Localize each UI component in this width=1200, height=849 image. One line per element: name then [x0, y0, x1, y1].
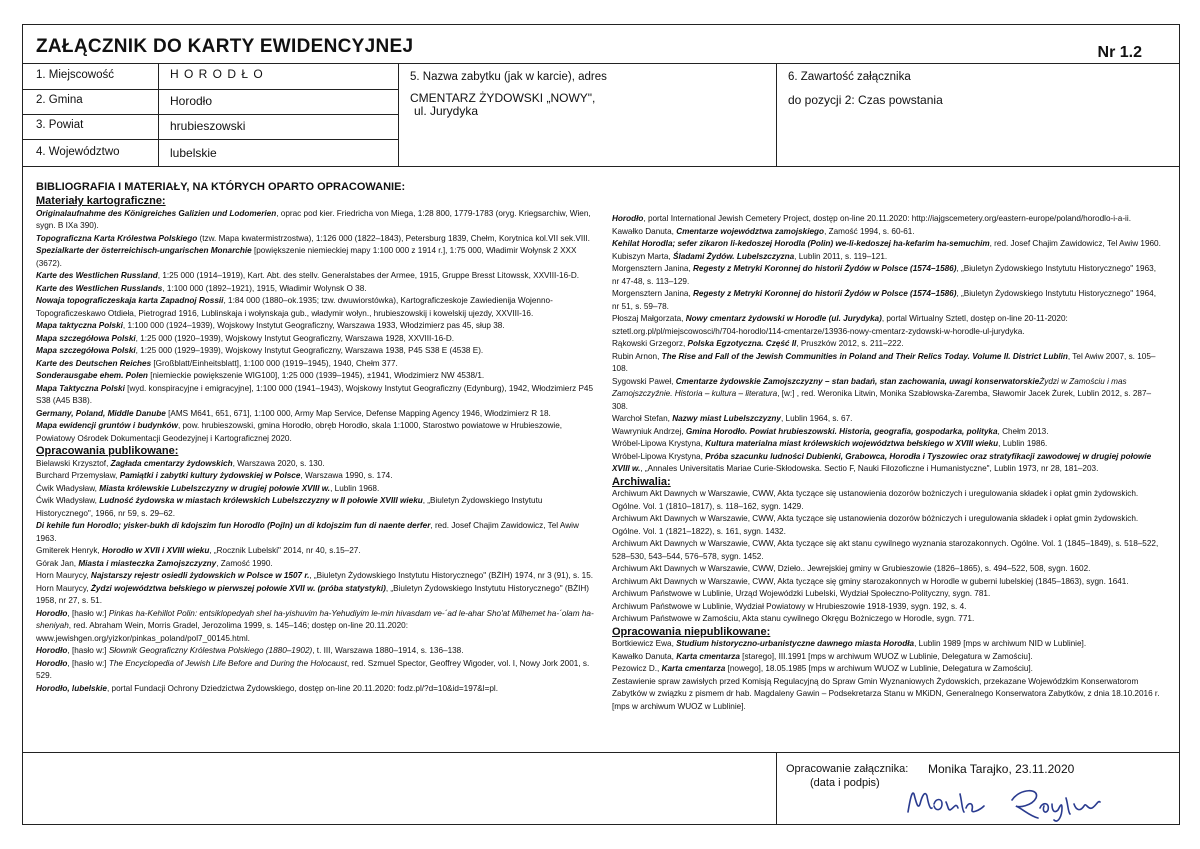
entry-title: Karta cmentarza — [661, 664, 726, 673]
entry-author: Bortkiewicz Ewa, — [612, 639, 677, 648]
entry-title: Karte des Deutschen Reiches — [36, 358, 152, 368]
entry-author: Horn Maurycy, — [36, 571, 91, 580]
entry-author: Górak Jan, — [36, 558, 79, 568]
entry-title: Germany, Poland, Middle Danube — [36, 408, 166, 418]
entry-title: Horodło — [36, 608, 68, 618]
bibliography-entry — [36, 458, 598, 471]
bibliography-entry — [36, 658, 598, 683]
entry-title: Karte des Westlichen Russlands — [36, 283, 163, 293]
section-heading: Materiały kartograficzne: — [36, 195, 166, 207]
entry-title: The Rise and Fall of the Jewish Communities in Poland and Their Relics Today. Volume II. District Lublin — [661, 351, 1068, 361]
entry-details: , „Biuletyn Żydowskiego Instytutu Historycznego" 1963, nr 47-48, s. 113–129. — [612, 264, 1156, 286]
entry-details: , [w:] — [777, 389, 797, 398]
bibliography-entry — [612, 488, 1164, 513]
entry-title: Żydzi w Zamościu i mas Zamojszczyźnie. Historia – kultura – literatura — [612, 376, 1127, 398]
entry-details: , Lublin 2011, s. 119–121. — [794, 251, 888, 261]
bibliography-entry — [36, 320, 598, 333]
entry-title: Horodło — [36, 658, 68, 668]
entry-details: Archiwum Państwowe w Zamościu, Akta stanu cywilnego Okręgu Bożniczego w Horodle, sygn. 771. — [612, 614, 975, 623]
entry-title: Regesty z Metryki Koronnej do historii Żydów w Polsce (1574–1586) — [693, 289, 957, 298]
bibliography-entry — [612, 426, 1164, 439]
bibliography-entry — [36, 583, 598, 608]
bibliography-entry — [612, 376, 1164, 414]
field-value-nazwa: CMENTARZ ŻYDOWSKI „NOWY", — [410, 91, 596, 105]
footer-column-rule — [776, 752, 777, 825]
column-rule — [158, 63, 159, 166]
field-value-gmina: Horodło — [170, 94, 213, 108]
entry-details: , „Biuletyn Żydowskiego Instytutu Historycznego", 1966, nr 59, s. 29–62. — [36, 496, 543, 518]
entry-details: , Zamość 1990. — [216, 558, 273, 568]
entry-details: , pow. hrubieszowski, gmina Horodło, obręb Horodło, skala 1:1000, Starostwo powiatowe w Hrubieszowie, Powiatowy Ośrodek Dokumentacji Geodezyjnej i Kartograficznej 2020. — [36, 421, 563, 443]
entry-title: Najstarszy rejestr osiedli żydowskich w Polsce w 1507 r. — [90, 571, 310, 580]
page-title: ZAŁĄCZNIK DO KARTY EWIDENCYJNEJ — [36, 36, 414, 57]
entry-details: , „Rocznik Lubelski" 2014, nr 40, s.15–27. — [209, 546, 361, 555]
entry-details: Archiwum Akt Dawnych w Warszawie, CWW, Akta tyczące się ustanowienia dozorów bożniczych i uregulowania składek i opłat gmin żydowskich. Ogólne. Vol. 1 (1810–1817), s. 118–162, sygn. 1429. — [612, 489, 1139, 511]
bibliography-entry — [36, 345, 598, 358]
entry-title: Mapa szczegółowa Polski — [36, 333, 136, 343]
bibliography-entry — [612, 588, 1164, 601]
entry-title: Mapa szczegółowa Polski — [36, 346, 136, 355]
bibliography-entry — [612, 263, 1164, 288]
bibliography-entry — [36, 645, 598, 658]
entry-title: Mapa Taktyczna Polski — [36, 383, 125, 393]
bibliography-entry — [612, 513, 1164, 538]
field-value-miejscowosc: H O R O D Ł O — [170, 67, 264, 81]
entry-title: Pinkas ha-Kehillot Polin: entsiklopedyah shel ha-yishuvim ha-Yehudiyim le-min hivasdam ve-´ad le-ahar Sho'at Milhemet ha-´olam ha-sheniyah — [36, 608, 594, 630]
entry-author: Kubiszyn Marta, — [612, 251, 673, 261]
bibliography-entry — [36, 570, 598, 583]
row-rule — [22, 89, 398, 90]
bibliography-entry — [36, 470, 598, 483]
field-value-wojewodztwo: lubelskie — [170, 146, 217, 160]
entry-author: Rubin Arnon, — [612, 351, 662, 361]
bibliography-entry — [612, 413, 1164, 426]
entry-details: , Pruszków 2012, s. 211–222. — [796, 339, 904, 348]
bibliography-entry — [612, 601, 1164, 614]
entry-title: Słownik Geograficzny Królestwa Polskiego (1880–1902) — [108, 646, 313, 655]
entry-details: , „Biuletyn Żydowskiego Instytutu Historycznego" (BŻIH) 1974, nr 3 (91), s. 15. — [309, 571, 594, 580]
footer-label: Opracowanie załącznika: — [786, 763, 909, 775]
row-rule — [22, 114, 398, 115]
bibliography-entry — [612, 576, 1164, 589]
entry-details: , red. Weronika Litwin, Monika Szabłowska-Zaremba, Sławomir Jacek Żurek, Lublin 2012, s. 287–308. — [612, 389, 1152, 411]
bibliography-entry — [612, 238, 1164, 251]
bibliography-entry — [612, 638, 1164, 651]
bibliography-entry — [612, 613, 1164, 626]
entry-title: Horodło — [612, 214, 644, 223]
entry-details: , portal Fundacji Ochrony Dziedzictwa Żydowskiego, dostęp on-line 20.11.2020: fodz.pl/?d=10&id=197&l=pl. — [106, 683, 499, 693]
bibliography-entry — [612, 351, 1164, 376]
entry-details: Archiwum Akt Dawnych w Warszawie, CWW, Akta tyczące się ustanowienia dozorów bóżniczych i uregulowania składek i opłat gmin żydowskich. Ogólne. Vol. 1 (1821–1822), s. 161, sygn. 1432. — [612, 514, 1139, 536]
bibliography-entry — [36, 383, 598, 408]
field-label-powiat: 3. Powiat — [36, 119, 84, 131]
bibliography-entry — [36, 208, 598, 233]
field-label-gmina: 2. Gmina — [36, 94, 83, 106]
bibliography-entry — [612, 651, 1164, 664]
bibliography-entry — [36, 608, 598, 646]
column-rule — [398, 63, 399, 166]
entry-details: , „Biuletyn Żydowskiego Instytutu Historycznego" (BŻIH) 1958, nr 27, s. 51. — [36, 583, 589, 605]
entry-title: Sonderausgabe ehem. Polen — [36, 371, 148, 380]
bibliography-entry — [36, 245, 598, 270]
entry-author: Pezowicz D., — [612, 664, 662, 673]
bibliography-entry — [36, 283, 598, 296]
entry-details: [nowego], 18.05.1985 [mps w archiwum WUOZ w Lublinie, Delegatura w Zamościu]. — [725, 664, 1033, 673]
entry-title: Studium historyczno-urbanistyczne dawnego miasta Horodła — [676, 639, 915, 648]
bibliography-entry — [36, 233, 598, 246]
entry-details: Archiwum Akt Dawnych w Warszawie, CWW, Dzieło.. Jewrejskiej gminy w Grubieszowie (1826–1865), s. 494–522, 508, sygn. 1602. — [612, 564, 1091, 573]
entry-author: , [hasło w:] — [67, 608, 109, 618]
footer-sublabel: (data i podpis) — [810, 777, 880, 789]
entry-details: , Lublin 1989 [mps w archiwum NID w Lublinie]. — [914, 639, 1087, 648]
entry-details: , 1:25 000 (1929–1939), Wojskowy Instytut Geograficzny, Warszawa 1938, P45 S38 E (4538 E). — [135, 346, 484, 355]
bibliography-entry — [36, 420, 598, 445]
document-number: Nr 1.2 — [1097, 44, 1142, 61]
entry-title: Kultura materialna miast królewskich województwa bełskiego w XVIII wieku — [705, 439, 999, 448]
entry-title: Nazwy miast Lubelszczyzny — [672, 414, 781, 423]
entry-title: Originalaufnahme des Königreiches Galizien und Lodomerien — [36, 208, 277, 218]
entry-title: Zagłada cmentarzy żydowskich — [110, 458, 233, 468]
footer-rule — [22, 752, 1180, 753]
field-label-miejscowosc: 1. Miejscowość — [36, 69, 114, 81]
entry-title: Żydzi województwa bełskiego w pierwszej połowie XVII w. (próba statystyki) — [90, 583, 386, 593]
entry-details: , red. Abraham Wein, Morris Gradel, Jerozolima 1999, s. 145–146; dostęp on-line 20.11.2020: www.jewishgen.org/yizkor/pinkas_poland/pol7_00145.html. — [36, 621, 408, 643]
bibliography-entry — [36, 370, 598, 383]
entry-title: Pamiątki i zabytki kultury żydowskiej w Polsce — [119, 471, 301, 480]
bibliography-entry — [36, 545, 598, 558]
entry-title: Horodło, lubelskie — [36, 683, 107, 693]
entry-details: Archiwum Państwowe w Lublinie, Wydział Powiatowy w Hrubieszowie 1918-1939, sygn. 192, s. 4. — [612, 601, 967, 611]
entry-author: Morgensztern Janina, — [612, 289, 694, 298]
entry-details: Archiwum Państwowe w Lublinie, Urząd Wojewódzki Lubelski, Wydział Społeczno-Polityczny, sygn. 781. — [612, 589, 991, 598]
entry-title: Próba szacunku ludności Dubienki, Grabowca, Horodła i Tyszowiec oraz stratyfikacji zawodowej w drugiej połowie XVIII w. — [612, 451, 1152, 473]
entry-title: Cmentarze województwa zamojskiego — [676, 226, 825, 236]
entry-details: , Lublin 1986. — [998, 439, 1048, 448]
entry-title: Mapa ewidencji gruntów i budynków — [36, 421, 178, 430]
entry-title: Nowaja topograficzeskaja karta Zapadnoj Rossii — [36, 296, 224, 305]
entry-details: , t. III, Warszawa 1880–1914, s. 136–138. — [312, 646, 464, 655]
entry-author: Wróbel-Lipowa Krystyna, — [612, 451, 706, 461]
entry-title: Cmentarze żydowskie Zamojszczyzny – stan badań, stan zachowania, uwagi konserwatorskie — [675, 376, 1040, 386]
bibliography-entry — [612, 663, 1164, 676]
field-value-adres: ul. Jurydyka — [414, 104, 479, 118]
entry-author: Płoszaj Małgorzata, — [612, 314, 686, 323]
entry-details: [AMS M641, 651, 671], 1:100 000, Army Map Service, Defense Mapping Agency 1946, Włodzimierz R 18. — [165, 408, 551, 418]
entry-author: Sygowski Paweł, — [612, 376, 676, 386]
entry-title: Miasta królewskie Lubelszczyzny w drugiej połowie XVIII w. — [99, 483, 331, 493]
bibliography-entry — [36, 408, 598, 421]
bibliography-entry — [36, 270, 598, 283]
entry-details: , red. Josef Chajim Zawidowicz, Tel Awiw 1963. — [36, 521, 579, 543]
entry-title: Polska Egzotyczna. Część II — [687, 339, 797, 348]
entry-details: , „Annales Universitatis Mariae Curie-Skłodowska. Sectio F, Nauki Filozoficzne i Humanistyczne", Lublin 1973, nr 28, 181–203. — [640, 464, 1099, 473]
entry-details: , Lublin 1964, s. 67. — [780, 414, 853, 423]
entry-title: Horodło — [36, 646, 68, 655]
entry-details: Archiwum Akt Dawnych w Warszawie, CWW, Akta tyczące się akt stanu cywilnego wyznania starozakonnych. Ogólne. Vol. 1 (1845–1849), s. 518–522, 528–530, 543–544, 576–578, sygn. 1452. — [612, 539, 1159, 561]
bibliography-right-column — [612, 213, 1164, 713]
entry-author: Ćwik Władysław, — [36, 483, 100, 493]
entry-title: Horodło w XVII i XVIII wieku — [101, 546, 210, 555]
entry-author: Warchoł Stefan, — [612, 414, 673, 423]
bibliography-left-column — [36, 195, 598, 695]
field-label-nazwa: 5. Nazwa zabytku (jak w karcie), adres — [410, 71, 607, 83]
entry-title: Karta cmentarza — [676, 651, 740, 661]
entry-details: Zestawienie spraw zawisłych przed Komisją Regulacyjną do Spraw Gmin Wyznaniowych Żydowskich, przekazane Wojewódzkim Konserwatorom Zabytków w związku z pismem dr hab. Magdaleny Gawin – Podsekretarza Stanu w MKiDN, Generalnego Konserwatora Zabytków, z dnia 18.10.2016 r. [mps w archiwum WUOZ w Lublinie]. — [612, 676, 1160, 711]
entry-title: The Encyclopedia of Jewish Life Before and During the Holocaust — [108, 658, 347, 668]
entry-author: Wróbel-Lipowa Krystyna, — [612, 439, 706, 448]
bibliography-entry — [36, 558, 598, 571]
row-rule — [22, 139, 398, 140]
entry-title: Śladami Żydów. Lubelszczyzna — [672, 251, 795, 261]
entry-details: [starego], III.1991 [mps w archiwum WUOZ w Lublinie, Delegatura w Zamościu]. — [739, 651, 1033, 661]
bibliography-heading: BIBLIOGRAFIA I MATERIAŁY, NA KTÓRYCH OPARTO OPRACOWANIE: — [36, 181, 406, 193]
entry-details: , Warszawa 1990, s. 174. — [300, 471, 393, 480]
entry-details: , red. Szmuel Spector, Geoffrey Wigoder, vol. I, Nowy Jork 2001, s. 529. — [36, 658, 590, 680]
entry-details: Archiwum Akt Dawnych w Warszawie, CWW, Akta tyczące się gminy starozakonnych w Horodle w guberni lubelskiej (1845–1863), sygn. 1641. — [612, 576, 1129, 586]
entry-details: [wyd. konspiracyjne i emigracyjne], 1:100 000 (1941–1943), Wojskowy Instytut Geograficzny (Edynburg), 1942, Włodzimierz P45 S38 (A45 B38). — [36, 383, 594, 405]
handwritten-signature — [900, 780, 1130, 825]
entry-author: Burchard Przemysław, — [36, 471, 120, 480]
field-label-zawartosc: 6. Zawartość załącznika — [788, 71, 911, 83]
entry-title: Karte des Westlichen Russland — [36, 271, 158, 280]
entry-details: , 1:100 000 (1892–1921), 1915, Władimir Wolynsk O 38. — [162, 283, 367, 293]
bibliography-entry — [36, 483, 598, 496]
bibliography-entry — [612, 313, 1164, 338]
entry-details: , Lublin 1968. — [330, 483, 380, 493]
bibliography-entry — [612, 251, 1164, 264]
bibliography-entry — [612, 538, 1164, 563]
bibliography-entry — [36, 358, 598, 371]
entry-details: [niemieckie powiększenie WIG100], 1:25 000 (1939–1945), ±1941, Włodzimierz NW 4538/1. — [147, 371, 485, 380]
field-label-wojewodztwo: 4. Województwo — [36, 146, 120, 158]
bibliography-entry — [36, 295, 598, 320]
entry-details: , 1:100 000 (1924–1939), Wojskowy Instytut Geograficzny, Warszawa 1933, Włodzimierz pas 45, słup 38. — [122, 321, 505, 330]
entry-details: [Großblatt/Einheitsblatt], 1:100 000 (1919–1945), 1940, Chełm 377. — [151, 358, 398, 368]
entry-title: Topograficzna Karta Królestwa Polskiego — [36, 233, 198, 243]
bibliography-entry — [612, 213, 1164, 226]
entry-title: Regesty z Metryki Koronnej do historii Żydów w Polsce (1574–1586) — [693, 264, 957, 273]
footer-author: Monika Tarajko, 23.11.2020 — [928, 762, 1075, 776]
bibliography-entry — [36, 495, 598, 520]
entry-title: Ludność żydowska w miastach królewskich Lubelszczyzny w II połowie XVIII wieku — [99, 496, 423, 505]
table-bottom-rule — [22, 166, 1180, 167]
entry-details: , Tel Awiw 2007, s. 105–108. — [612, 351, 1156, 373]
entry-title: Di kehile fun Horodlo; yisker-bukh di kdojszim fun Horodlo (Pojln) un di kdojszim fun di naente derfer — [36, 521, 431, 530]
entry-details: , Warszawa 2020, s. 130. — [232, 458, 325, 468]
entry-author: Kawałko Danuta, — [612, 651, 677, 661]
section-heading: Opracowania niepublikowane: — [612, 625, 771, 638]
bibliography-entry — [612, 338, 1164, 351]
entry-author: Rąkowski Grzegorz, — [612, 339, 688, 348]
entry-details: [powiększenie niemieckiej mapy 1:100 000 z 1914 r.], 1:75 000, Władimir Wołynsk 2 XXX (3672). — [36, 246, 577, 268]
field-value-zawartosc: do pozycji 2: Czas powstania — [788, 93, 943, 107]
entry-title: Spezialkarte der österreichisch-ungarischen Monarchie — [36, 246, 252, 255]
column-rule — [776, 63, 777, 166]
entry-author: , [hasło w:] — [67, 658, 109, 668]
entry-details: , red. Josef Chajim Zawidowicz, Tel Awiw 1960. — [989, 239, 1161, 248]
entry-details: , portal International Jewish Cemetery Project, dostęp on-line 20.11.2020: http://iajgscemetery.org/eastern-europe/poland/horodlo-i-a-ii. — [643, 214, 1131, 223]
bibliography-entry — [612, 563, 1164, 576]
field-value-powiat: hrubieszowski — [170, 119, 246, 133]
bibliography-entry — [36, 333, 598, 346]
entry-details: , Chełm 2013. — [997, 426, 1049, 436]
entry-details: , 1:84 000 (1880–ok.1935; tzw. dwuwiorstówka), Kartograficzeskoje Zawiedienija Wojenno-Topograficzeskawo Otdieła, Pietrograd 1916, Lublinskaja i wołynskaja gub., władymir wołyn., hrubieszowskij i kowelskij ujezdy, XXVIII-16. — [36, 296, 553, 318]
entry-author: Morgensztern Janina, — [612, 264, 694, 273]
bibliography-entry — [612, 288, 1164, 313]
bibliography-entry — [36, 520, 598, 545]
entry-author: Gmiterek Henryk, — [36, 546, 102, 555]
entry-author: , [hasło w:] — [67, 646, 109, 655]
bibliography-entry — [612, 438, 1164, 451]
section-heading: Opracowania publikowane: — [36, 445, 179, 457]
entry-title: Kehilat Horodla; sefer zikaron li-kedoszej Horodla (Polin) we-li-kedoszej ha-kefarim ha-semuchim — [612, 239, 990, 248]
section-heading: Archiwalia: — [612, 475, 671, 488]
entry-title: Miasta i miasteczka Zamojszczyzny — [78, 558, 217, 568]
entry-details: , Zamość 1994, s. 60-61. — [824, 226, 915, 236]
entry-author: Horn Maurycy, — [36, 583, 91, 593]
entry-author: Bielawski Krzysztof, — [36, 458, 111, 468]
entry-author: Ćwik Władysław, — [36, 496, 100, 505]
table-top-rule — [22, 63, 1180, 64]
entry-title: Gmina Horodło. Powiat hrubieszowski. Historia, geografia, gospodarka, polityka — [685, 426, 998, 436]
entry-title: Mapa taktyczna Polski — [36, 321, 123, 330]
entry-details: , portal Wirtualny Sztetl, dostęp on-line 20-11-2020: sztetl.org.pl/pl/miejscowosci/h/704-horodlo/114-cmentarze/13936-nowy-cmentarz-zydowski-w-horodle-ul-jurydyka. — [612, 314, 1068, 336]
entry-details: , 1:25 000 (1920–1939), Wojskowy Instytut Geograficzny, Warszawa 1928, XXVIII-16-D. — [135, 333, 455, 343]
entry-details: , oprac pod kier. Friedricha von Miega, 1:28 800, 1779-1783 (oryg. Kriegsarchiw, Wien, sygn. B IXa 390). — [36, 208, 591, 230]
bibliography-entry — [36, 683, 598, 696]
entry-author: Wawryniuk Andrzej, — [612, 426, 686, 436]
entry-author: Kawałko Danuta, — [612, 226, 677, 236]
entry-details: , „Biuletyn Żydowskiego Instytutu Historycznego" 1964, nr 51, s. 59–78. — [612, 289, 1156, 311]
bibliography-entry — [612, 451, 1164, 476]
entry-details: (tzw. Mapa kwatermistrzostwa), 1:126 000 (1822–1843), Petersburg 1839, Chełm, Korytnica kol.VII sek.VIII. — [197, 233, 590, 243]
entry-title: Nowy cmentarz żydowski w Horodle (ul. Jurydyka) — [685, 314, 882, 323]
bibliography-entry — [612, 226, 1164, 239]
bibliography-entry — [612, 676, 1164, 714]
entry-details: , 1:25 000 (1914–1919), Kart. Abt. des stellv. Generalstabes der Armee, 1915, Gruppe Bresst Litowssk, XXVIII-16-D. — [157, 271, 580, 280]
